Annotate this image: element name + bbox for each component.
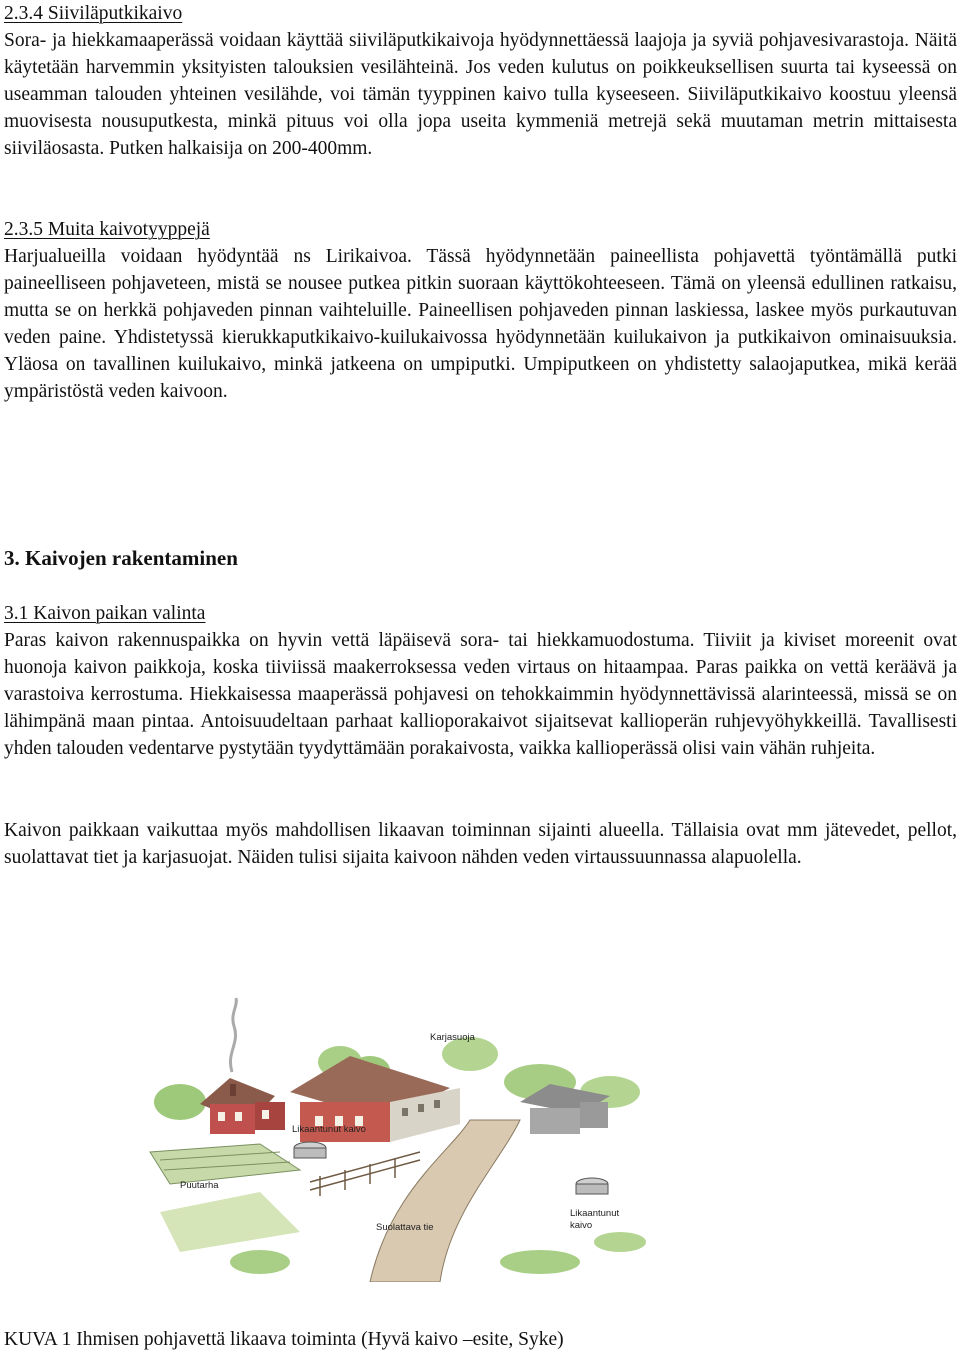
fence (310, 1152, 420, 1196)
section-heading-2-3-5: 2.3.5 Muita kaivotyyppejä (4, 219, 210, 240)
label-puutarha: Puutarha (180, 1180, 219, 1191)
section-text-3-1-b: Kaivon paikkaan vaikuttaa myös mahdollisen likaavan toiminnan sijainti alueella. Tällaisia ovat mm jätevedet, pellot, suolattavat tiet ja karjasuojat. Näiden tulisi sijaita kaivoon nähden veden virtaussuunnassa alapuolella. (4, 820, 957, 868)
label-likaantunut-kaivo-1: Likaantunut kaivo (292, 1124, 366, 1135)
chapter-heading-3: 3. Kaivojen rakentaminen (4, 546, 238, 570)
section-heading-2-3-4: 2.3.4 Siiviläputkikaivo (4, 3, 183, 24)
section-text-2-3-5: Harjualueilla voidaan hyödyntää ns Lirikaivoa. Tässä hyödynnetään paineellista pohjavettä työntämällä putki paineelliseen pohjaveteen, mistä se nousee putkea pitkin suoraan käyttökohteeseen. Tämä on yleensä edullinen ratkaisu, mutta se on herkkä pohjaveden pinnan vaihteluille. Paineellisen pohjaveden pinnan laskiessa, laskee myös purkautuvan veden paine. Yhdistetyssä kierukkaputkikaivo-kuilukaivossa hyödynnetään kuilukaivon ja putkikaivon ominaisuuksia. Yläosa on tavallinen kuilukaivo, minkä jatkeena on umpiputki. Umpiputkeen on yhdistetty salaojaputkea, mikä kerää ympäristöstä veden kaivoon. (4, 246, 957, 402)
farmhouse (200, 1078, 285, 1134)
section-text-3-1-a: Paras kaivon rakennuspaikka on hyvin vettä läpäisevä sora- tai hiekkamuodostuma. Tiiviit ja kiviset moreenit ovat huonoja kaivon paikkoja, koska tiiviissä maakerroksessa veden virtaus on hitaampaa. Paras paikka on vettä keräävä ja varastoiva kerrostuma. Hiekkaisessa maaperässä pohjavesi on tehokkaimmin hyödynnettävissä alarinteessä, missä se on lähimpänä maan pintaa. Antoisuudeltaan parhaat kallioporakaivot sijaitsevat kallioperän ruhjevyöhykkeillä. Tavallisesti yhden talouden vedentarve pystytään tyydyttämään porakaivosta, vaikka kallioperässä olisi vain vähän ruhjeita. (4, 630, 957, 759)
label-suolattava-tie: Suolattava tie (376, 1222, 434, 1233)
contaminated-well-2 (576, 1178, 608, 1194)
groundwater-pollution-illustration (140, 992, 660, 1282)
section-text-2-3-4: Sora- ja hiekkamaaperässä voidaan käyttää siiviläputkikaivoja hyödynnettäessä laajoja ja syviä pohjavesivarastoja. Näitä käytetään harvemmin yksityisten talouksien vesilähteinä. Jos veden kulutus on poikkeuksellisen suurta tai kyseessä on useamman talouden yhteinen vesilähde, voi tämän tyyppinen kaivo tulla kyseeseen. Siiviläputkikaivo koostuu yleensä muovisesta nousuputkesta, minkä pituus voi olla jopa useita kymmeniä metrejä sekä muutaman metrin mittaisesta siiviläosasta. Putken halkaisija on 200-400mm. (4, 30, 957, 159)
label-karjasuoja: Karjasuoja (430, 1032, 475, 1043)
label-likaantunut-kaivo-2a: Likaantunut (570, 1208, 620, 1219)
chimney-smoke (230, 998, 236, 1072)
figure-caption: KUVA 1 Ihmisen pohjavettä likaava toiminta (Hyvä kaivo –esite, Syke) (4, 1329, 564, 1350)
garden-plots (150, 1144, 300, 1252)
label-likaantunut-kaivo-2b: kaivo (570, 1220, 593, 1231)
salted-road (370, 1120, 520, 1282)
section-heading-3-1: 3.1 Kaivon paikan valinta (4, 603, 206, 624)
contaminated-well-1 (294, 1142, 326, 1158)
